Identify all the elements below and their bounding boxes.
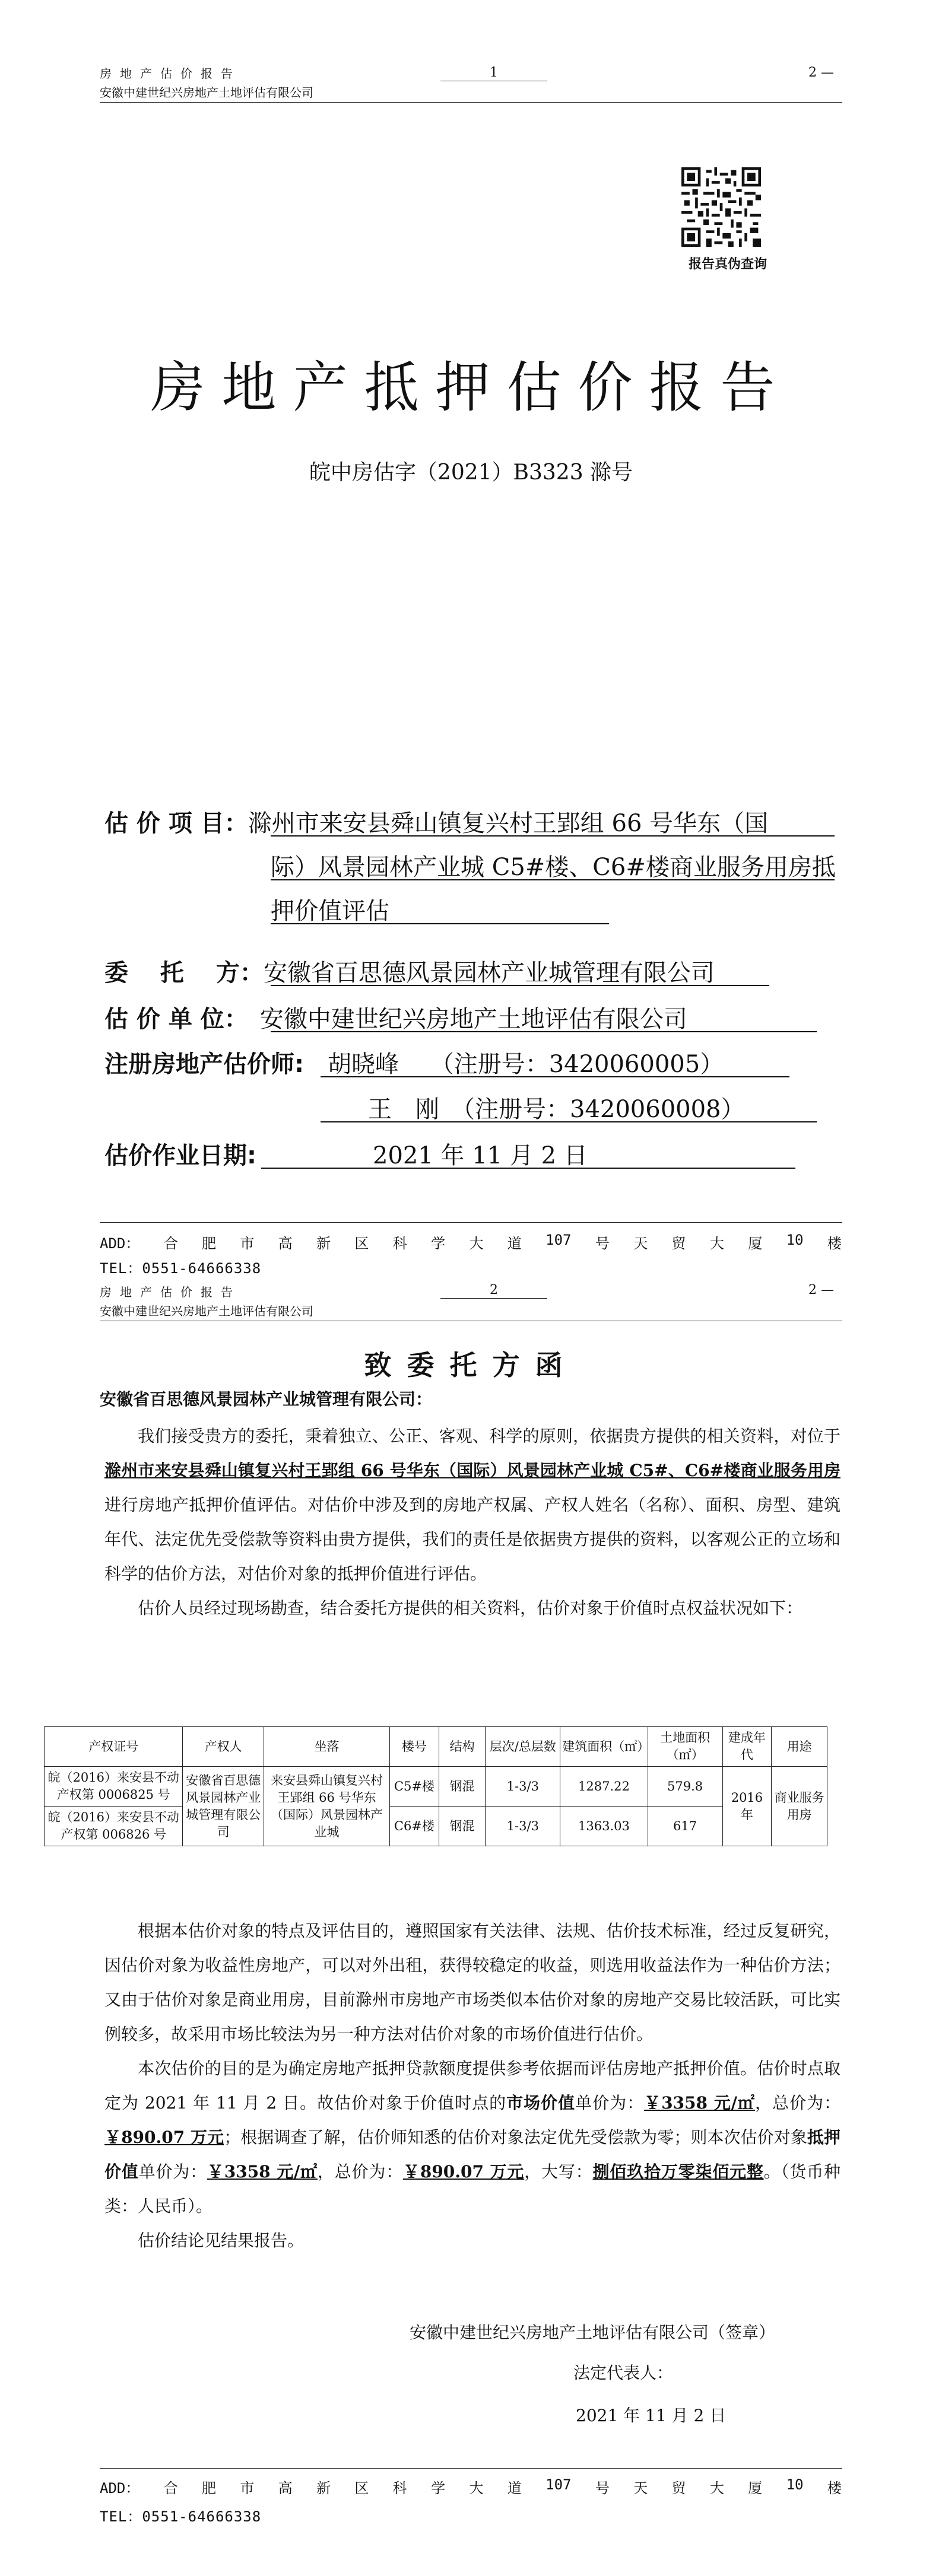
underline <box>261 1168 795 1169</box>
footer-address-token: 新 <box>316 2480 331 2497</box>
paragraph <box>104 2052 840 2224</box>
footer-address-token: 肥 <box>202 1235 217 1252</box>
footer-address-token: 市 <box>240 1235 255 1252</box>
underline <box>271 835 835 837</box>
footer-address <box>100 2476 842 2497</box>
qr-code-icon[interactable] <box>681 167 761 247</box>
project-value-line3: 押价值评估 <box>271 898 389 925</box>
cell-owner: 安徽省百思德风景园林产业城管理有限公司 <box>183 1767 264 1846</box>
page-number-underline <box>440 1298 547 1299</box>
market-total-price: ￥890.07 万元 <box>104 2127 224 2147</box>
amount-in-words: 捌佰玖拾万零柒佰元整 <box>592 2162 764 2181</box>
client-value: 安徽省百思德风景园林产业城管理有限公司 <box>263 959 715 987</box>
page-count: 2 — <box>808 65 834 80</box>
footer-address-token: 贸 <box>671 1235 686 1252</box>
footer-rule <box>100 2468 842 2469</box>
footer-address-token: 107 <box>545 1232 572 1248</box>
header-title: 房地产估价报告 <box>100 66 241 81</box>
underline <box>321 1076 789 1077</box>
table-header-row <box>45 1727 827 1767</box>
header-company: 安徽中建世纪兴房地产土地评估有限公司 <box>100 1304 313 1318</box>
col-header: 坐落 <box>264 1727 390 1767</box>
footer-address-token: 道 <box>507 1235 522 1252</box>
col-header: 土地面积（㎡） <box>648 1727 722 1767</box>
paragraph <box>104 1419 840 1591</box>
col-header: 建筑面积（㎡） <box>560 1727 648 1767</box>
appraiser-2: 王 刚 （注册号：3420060008） <box>368 1096 745 1123</box>
letter-body-1 <box>104 1419 840 1626</box>
unit-row <box>104 1000 687 1034</box>
text-run: 进行房地产抵押价值评估。对估价中涉及到的房地产权属、产权人姓名（名称）、面积、房型、建筑年代、法定优先受偿款等资料由贵方提供，我们的责任是依据贵方提供的资料，以客观公正的立场和科学的估价方法，对估价对象的抵押价值进行评估。 <box>104 1495 840 1583</box>
cell-area: 1363.03 <box>560 1807 648 1846</box>
market-value-label: 市场价值 <box>506 2093 576 2113</box>
footer-address-token: 厦 <box>748 2480 763 2497</box>
footer-address-token: 贸 <box>671 2480 686 2497</box>
market-unit-price: ￥3358 元/㎡ <box>644 2093 755 2113</box>
col-header: 层次/总层数 <box>486 1727 560 1767</box>
page-number: 2 <box>490 1283 498 1297</box>
project-value-line2: 际）风景园林产业城 C5#楼、C6#楼商业服务用房抵 <box>271 854 836 881</box>
footer-address-token: 10 <box>786 1232 804 1248</box>
footer-address-token: 号 <box>595 1235 610 1252</box>
footer-address-token: 楼 <box>827 1235 842 1252</box>
footer-address-token: 厦 <box>748 1235 763 1252</box>
cell-floors: 1-3/3 <box>486 1767 560 1807</box>
footer-address-token: 区 <box>354 2480 369 2497</box>
col-header: 产权人 <box>183 1727 264 1767</box>
signature-representative: 法定代表人： <box>573 2363 674 2383</box>
project-value-line1: 滁州市来安县舜山镇复兴村王郢组 66 号华东（国 <box>248 810 769 837</box>
project-label: 估 价 项 目： <box>104 810 248 837</box>
text-run: ，大写： <box>524 2162 593 2181</box>
col-header: 结构 <box>439 1727 486 1767</box>
text-run: 单价为： <box>575 2093 645 2113</box>
qr-caption: 报告真伪查询 <box>689 256 767 272</box>
cell-land: 579.8 <box>648 1767 722 1807</box>
text-run: 本次估价的目的是为确定房地产抵押贷款额度提供参考依据而评估房地产抵押价值。估价时点取定为 2021 年 11 月 2 日。故估价对象于价值时点的 <box>104 2059 840 2113</box>
cell-year: 2016 年 <box>722 1767 772 1846</box>
footer-address-token: 楼 <box>827 2480 842 2497</box>
cell-floors: 1-3/3 <box>486 1807 560 1846</box>
cell-land: 617 <box>648 1807 722 1846</box>
paragraph: 估价结论见结果报告。 <box>138 2231 305 2250</box>
project-row <box>104 804 768 838</box>
property-table <box>44 1726 827 1846</box>
date-row <box>104 1137 588 1171</box>
letter-body-2 <box>104 1914 840 2258</box>
footer-address-token: 学 <box>431 1235 446 1252</box>
footer-address-token: 大 <box>469 2480 484 2497</box>
header-rule <box>100 102 842 103</box>
col-header: 用途 <box>772 1727 827 1767</box>
mortgage-unit-price: ￥3358 元/㎡ <box>207 2162 318 2181</box>
signature-date: 2021 年 11 月 2 日 <box>576 2406 727 2425</box>
footer-address-token: 新 <box>316 1235 331 1252</box>
client-label: 委 托 方： <box>104 959 264 987</box>
cell-building: C5#楼 <box>390 1767 439 1807</box>
footer-address-token: 大 <box>469 1235 484 1252</box>
cell-cert: 皖（2016）来安县不动产权第 0006825 号 <box>45 1767 183 1807</box>
col-header: 产权证号 <box>45 1727 183 1767</box>
unit-label: 估 价 单 位： <box>104 1006 248 1033</box>
table-row <box>45 1807 827 1846</box>
footer-address-token: 市 <box>240 2480 255 2497</box>
text-run: 。（货币种类：人民币）。 <box>104 2162 840 2216</box>
cell-cert: 皖（2016）来安县不动产权第 006826 号 <box>45 1807 183 1846</box>
footer-tel: TEL：0551-64666338 <box>100 2508 262 2525</box>
subject-address: 滁州市来安县舜山镇复兴村王郢组 66 号华东（国际）风景园林产业城 C5#、C6#楼商业服务用房 <box>104 1461 840 1480</box>
footer-address-token: 107 <box>545 2476 572 2493</box>
footer-address-token: 区 <box>354 1235 369 1252</box>
text-run: ，总价为： <box>754 2093 840 2113</box>
mortgage-value-label: 抵押价值 <box>104 2127 840 2181</box>
unit-value: 安徽中建世纪兴房地产土地评估有限公司 <box>259 1006 687 1033</box>
footer-address-token: 天 <box>633 2480 648 2497</box>
header-title: 房地产估价报告 <box>100 1285 241 1299</box>
project-line2 <box>271 848 836 882</box>
underline <box>321 1121 817 1122</box>
appraiser-1: 胡晓峰 （注册号：3420060005） <box>328 1051 724 1078</box>
footer-rule <box>100 1222 842 1223</box>
client-row <box>104 954 715 988</box>
col-header: 楼号 <box>390 1727 439 1767</box>
underline <box>271 1031 817 1032</box>
cell-structure: 钢混 <box>439 1767 486 1807</box>
document-number: 皖中房估字（2021）B3323 滁号 <box>309 460 633 485</box>
text-run: ，总价为： <box>317 2162 404 2181</box>
footer-address-token: 肥 <box>202 2480 217 2497</box>
cell-structure: 钢混 <box>439 1807 486 1846</box>
footer-address-token: 大 <box>709 1235 724 1252</box>
underline <box>271 985 769 986</box>
signature-company: 安徽中建世纪兴房地产土地评估有限公司（签章） <box>410 2323 776 2342</box>
page-count: 2 — <box>808 1283 834 1297</box>
footer-address-token: 合 <box>163 2480 178 2497</box>
footer-address-token: 科 <box>392 2480 407 2497</box>
page-number: 1 <box>490 65 498 80</box>
text-run: ；根据调查了解，估价师知悉的估价对象法定优先受偿款为零；则本次估价对象 <box>224 2127 807 2147</box>
footer-address-token: 高 <box>278 2480 293 2497</box>
paragraph: 估价人员经过现场勘查，结合委托方提供的相关资料，估价对象于价值时点权益状况如下： <box>138 1598 803 1618</box>
appraiser-row <box>104 1045 724 1079</box>
cell-building: C6#楼 <box>390 1807 439 1846</box>
project-line3 <box>271 892 389 926</box>
table-row <box>45 1767 827 1807</box>
footer-address-token: 号 <box>595 2480 610 2497</box>
text-run: 我们接受贵方的委托，秉着独立、公正、客观、科学的原则，依据贵方提供的相关资料，对位于 <box>138 1426 840 1446</box>
paragraph: 根据本估价对象的特点及评估目的，遵照国家有关法律、法规、估价技术标准，经过反复研究，因估价对象为收益性房地产，可以对外出租，获得较稳定的收益，则选用收益法作为一种估价方法；又由于估价对象是商业用房，目前滁州市房地产市场类似本估价对象的房地产交易比较活跃，可比实例较多，故采用市场比较法为另一种方法对估价对象的市场价值进行估价。 <box>104 1921 840 2044</box>
footer-address-token: ADD： <box>100 2480 140 2497</box>
footer-address <box>100 1232 842 1252</box>
footer-address-token: ADD： <box>100 1235 140 1252</box>
appraiser-label: 注册房地产估价师: <box>104 1051 304 1078</box>
footer-tel: TEL：0551-64666338 <box>100 1260 262 1277</box>
underline <box>271 923 609 924</box>
text-run: 单价为： <box>138 2162 207 2181</box>
col-header: 建成年代 <box>722 1727 772 1767</box>
cell-use: 商业服务用房 <box>772 1767 827 1846</box>
footer-address-token: 学 <box>431 2480 446 2497</box>
underline <box>271 879 835 880</box>
letter-heading: 致委托方函 <box>364 1349 578 1381</box>
date-value: 2021 年 11 月 2 日 <box>373 1142 588 1169</box>
header-company: 安徽中建世纪兴房地产土地评估有限公司 <box>100 85 313 100</box>
footer-address-token: 科 <box>392 1235 407 1252</box>
date-label: 估价作业日期: <box>104 1142 256 1169</box>
footer-address-token: 高 <box>278 1235 293 1252</box>
cell-area: 1287.22 <box>560 1767 648 1807</box>
footer-address-token: 合 <box>163 1235 178 1252</box>
report-title: 房地产抵押估价报告 <box>150 356 792 419</box>
footer-address-token: 10 <box>786 2476 804 2493</box>
footer-address-token: 道 <box>507 2480 522 2497</box>
appraiser-row-2 <box>368 1090 745 1124</box>
footer-address-token: 天 <box>633 1235 648 1252</box>
footer-address-token: 大 <box>709 2480 724 2497</box>
mortgage-total-price: ￥890.07 万元 <box>403 2162 525 2181</box>
cell-location: 来安县舜山镇复兴村王郢组 66 号华东（国际）风景园林产业城 <box>264 1767 390 1846</box>
addressee: 安徽省百思德风景园林产业城管理有限公司： <box>100 1389 433 1409</box>
